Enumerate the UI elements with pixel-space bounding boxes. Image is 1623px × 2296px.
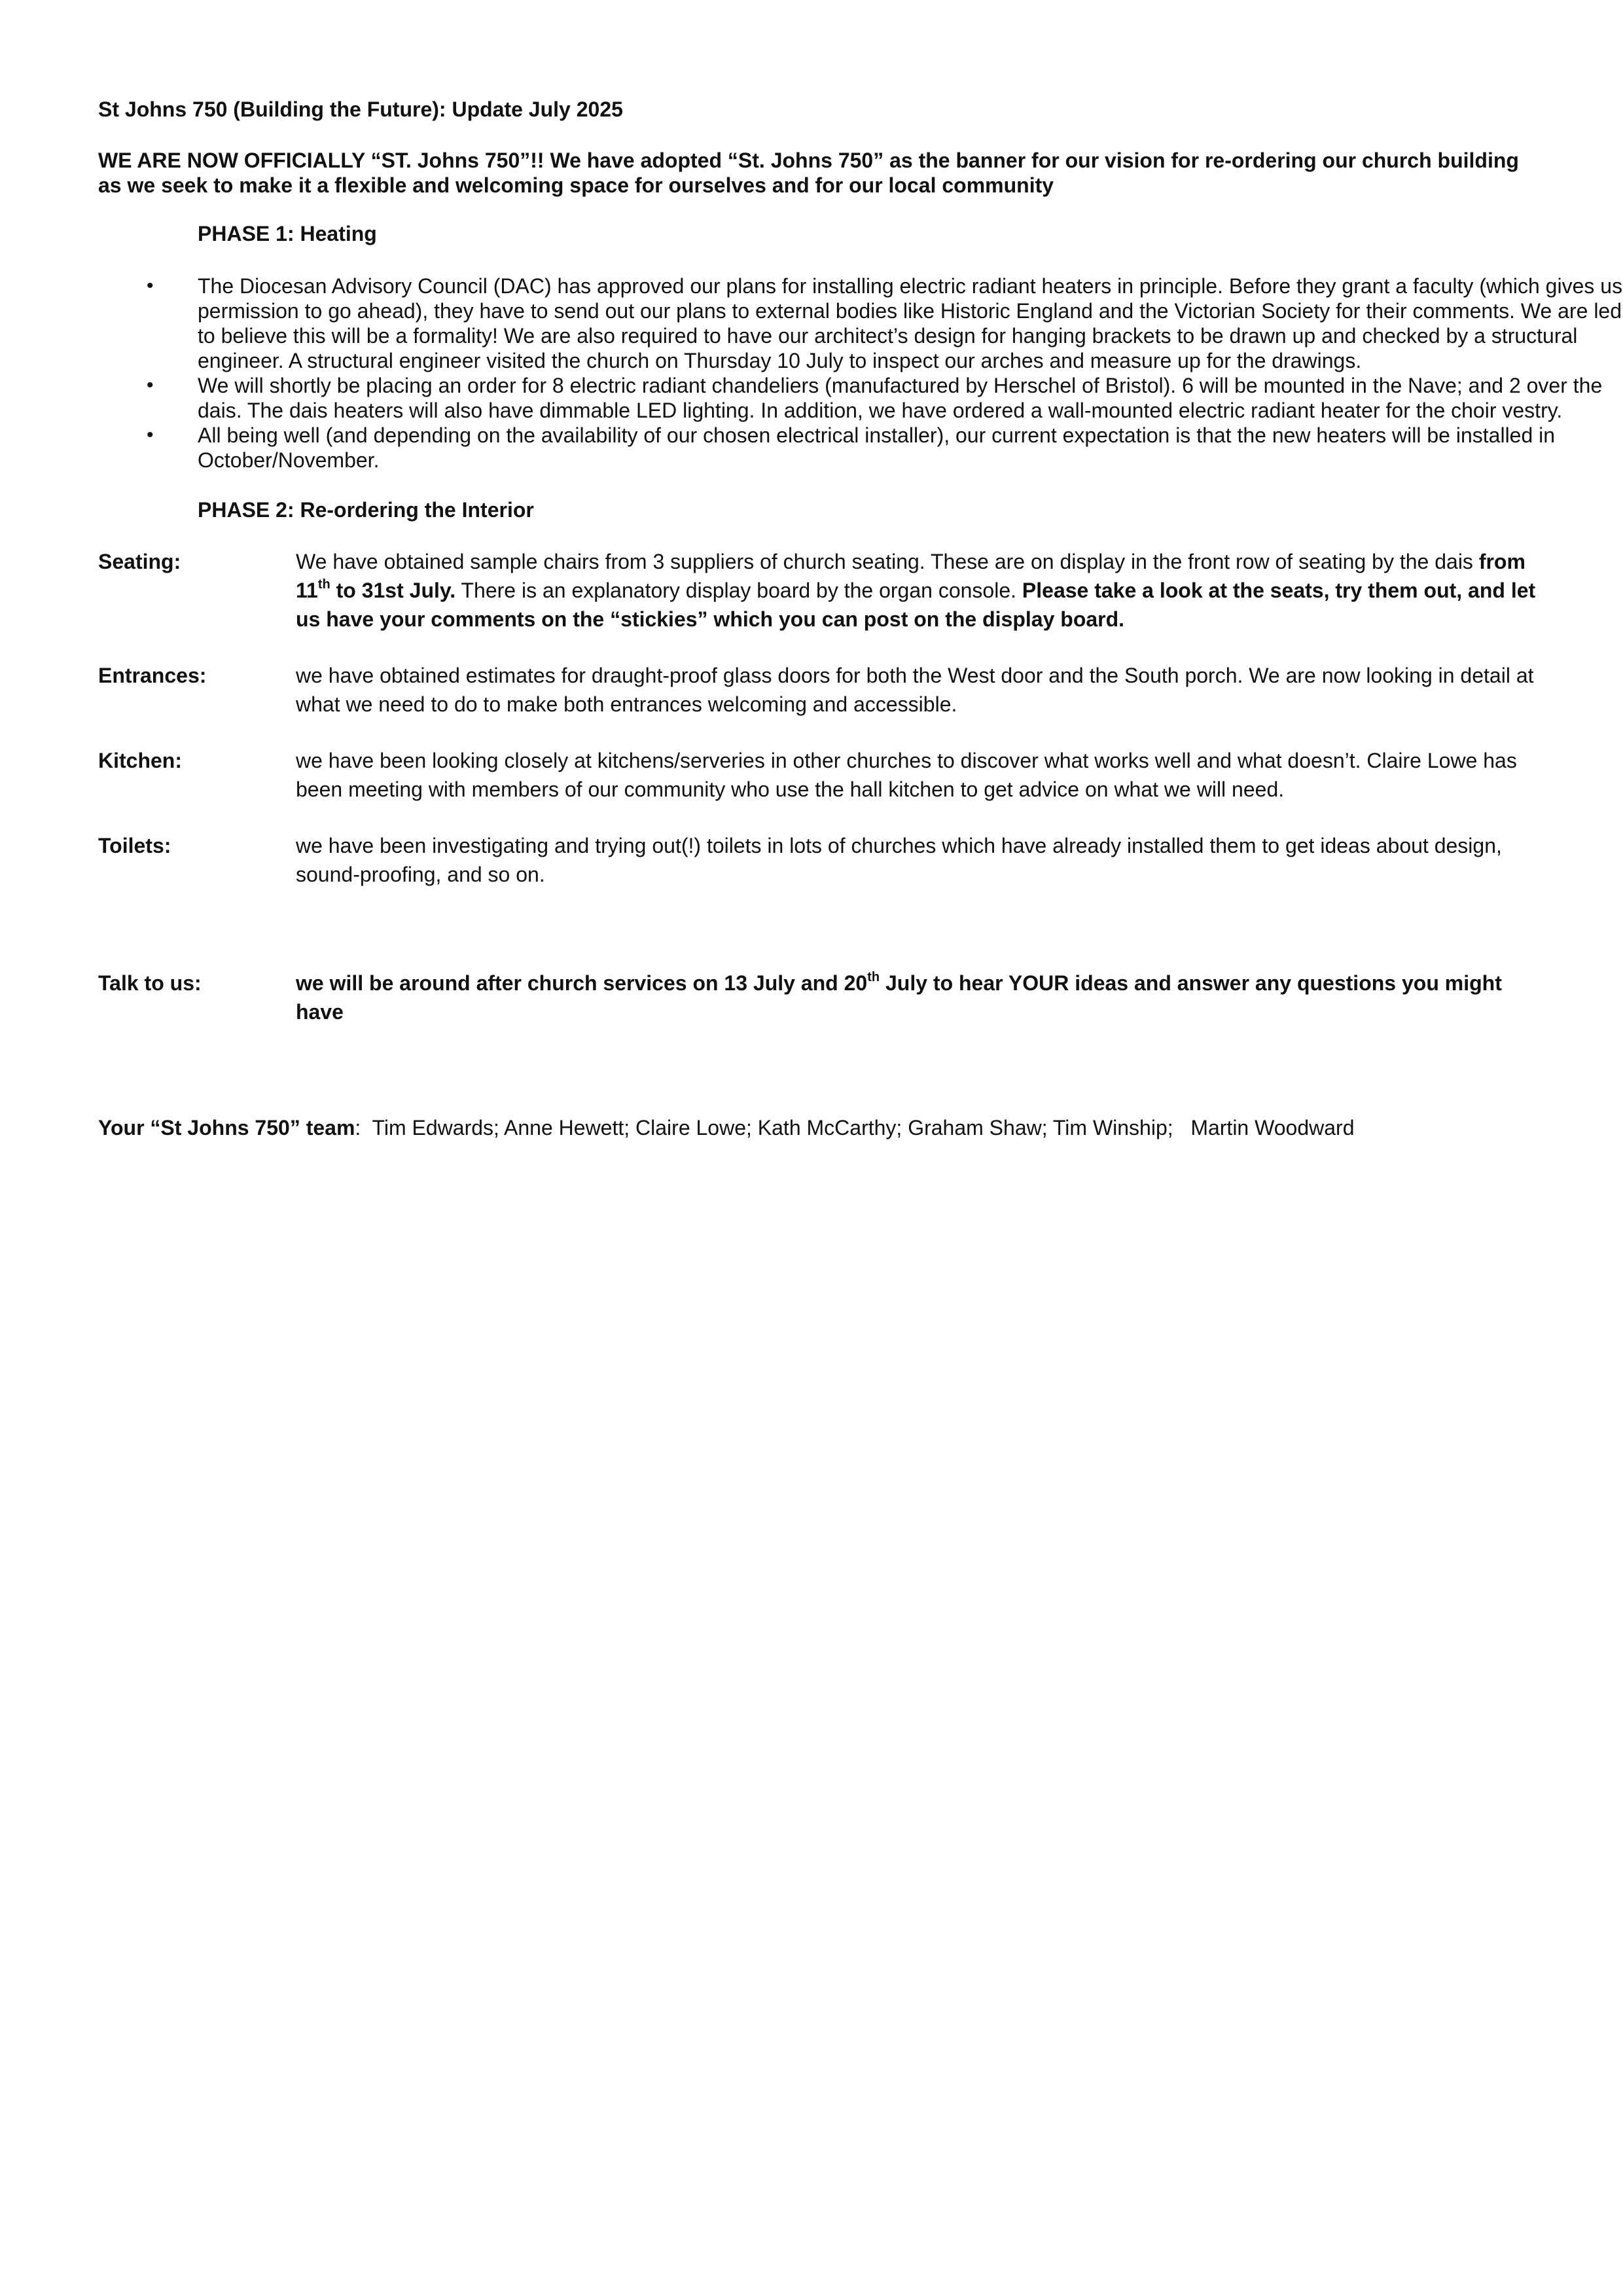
talk-label: Talk to us: (98, 971, 202, 995)
seating-text-b: There is an explanatory display board by the organ console. (455, 579, 1022, 602)
toilets-text: we have been investigating and trying out(!) toilets in lots of churches which have already installed them to get ideas about design, sound-proofing, and so on. (296, 834, 1502, 886)
bullet-icon: • (147, 374, 154, 396)
kitchen-label: Kitchen: (98, 749, 182, 772)
list-item (98, 373, 1603, 423)
seating-section (98, 547, 1538, 634)
talk-text-b: July to hear YOUR ideas and answer any questions you might have (296, 971, 1502, 1024)
bullet-icon: • (147, 424, 154, 446)
entrances-label: Entrances: (98, 664, 207, 687)
bullet-text: The Diocesan Advisory Council (DAC) has approved our plans for installing electric radiant heaters in principle. Before they grant a faculty (which gives us permission to go ahead), they have to send out our plans to external bodies like Historic England and the Victorian Society for their comments. We are led to believe this will be a formality! We are also required to have our architect’s design for hanging brackets to be drawn up and checked by a structural engineer. A structural engineer visited the church on Thursday 10 July to inspect our arches and measure up for the drawings. (198, 274, 1623, 372)
seating-dates-from: from 11 (296, 550, 1525, 602)
phase2-sections (98, 547, 1538, 1026)
entrances-text: we have obtained estimates for draught-proof glass doors for both the West door and the South porch. We are now looking in detail at what we need to do to make both entrances welcoming and accessible. (296, 664, 1534, 716)
talk-text (296, 969, 1538, 1026)
team-members: Tim Edwards; Anne Hewett; Claire Lowe; Kath McCarthy; Graham Shaw; Tim Winship; Martin Woodward (361, 1116, 1355, 1139)
document-page (98, 97, 1623, 1140)
bullet-icon: • (147, 275, 154, 296)
bullet-text: We will shortly be placing an order for 8 electric radiant chandeliers (manufactured by Herschel of Bristol). 6 will be mounted in the Nave; and 2 over the dais. The dais heaters will also have dimmable LED lighting. In addition, we have ordered a wall-mounted electric radiant heater for the choir vestry. (198, 374, 1603, 422)
seating-call-to-action: Please take a look at the seats, try them out, and let us have your comments on the “stickies” which you can post on the display board. (296, 579, 1536, 631)
talk-sup: th (867, 970, 880, 984)
seating-text (296, 547, 1538, 634)
phase1-bullet-list (98, 274, 1623, 473)
seating-dates-to: to 31st July. (330, 579, 456, 602)
seating-dates-sup: th (317, 577, 330, 592)
team-line (98, 1115, 1538, 1140)
document-title: St Johns 750 (Building the Future): Update July 2025 (98, 98, 623, 121)
toilets-section (98, 831, 1538, 889)
kitchen-section (98, 746, 1538, 804)
phase2-heading: PHASE 2: Re-ordering the Interior (198, 498, 534, 522)
talk-text-a: we will be around after church services on 13 July and 20 (296, 971, 868, 995)
talk-section (98, 969, 1538, 1026)
entrances-section (98, 661, 1538, 719)
seating-text-a: We have obtained sample chairs from 3 suppliers of church seating. These are on display in the front row of seating by the dais (296, 550, 1479, 573)
team-colon: : (355, 1116, 361, 1139)
phase1-heading: PHASE 1: Heating (198, 222, 377, 245)
list-item (98, 423, 1556, 473)
team-label: Your “St Johns 750” team (98, 1116, 355, 1139)
bullet-text: All being well (and depending on the availability of our chosen electrical installer), our current expectation is that the new heaters will be installed in October/November. (198, 423, 1556, 472)
list-item (98, 274, 1623, 373)
toilets-label: Toilets: (98, 834, 171, 857)
kitchen-text: we have been looking closely at kitchens/serveries in other churches to discover what works well and what doesn’t. Claire Lowe has been meeting with members of our community who use the hall kitchen to get advice on what we will need. (296, 749, 1517, 801)
intro-paragraph: WE ARE NOW OFFICIALLY “ST. Johns 750”!! We have adopted “St. Johns 750” as the banner for our vision for re-ordering our church building as we seek to make it a flexible and welcoming space for ourselves and for our local community (98, 149, 1519, 197)
seating-label: Seating: (98, 550, 181, 573)
